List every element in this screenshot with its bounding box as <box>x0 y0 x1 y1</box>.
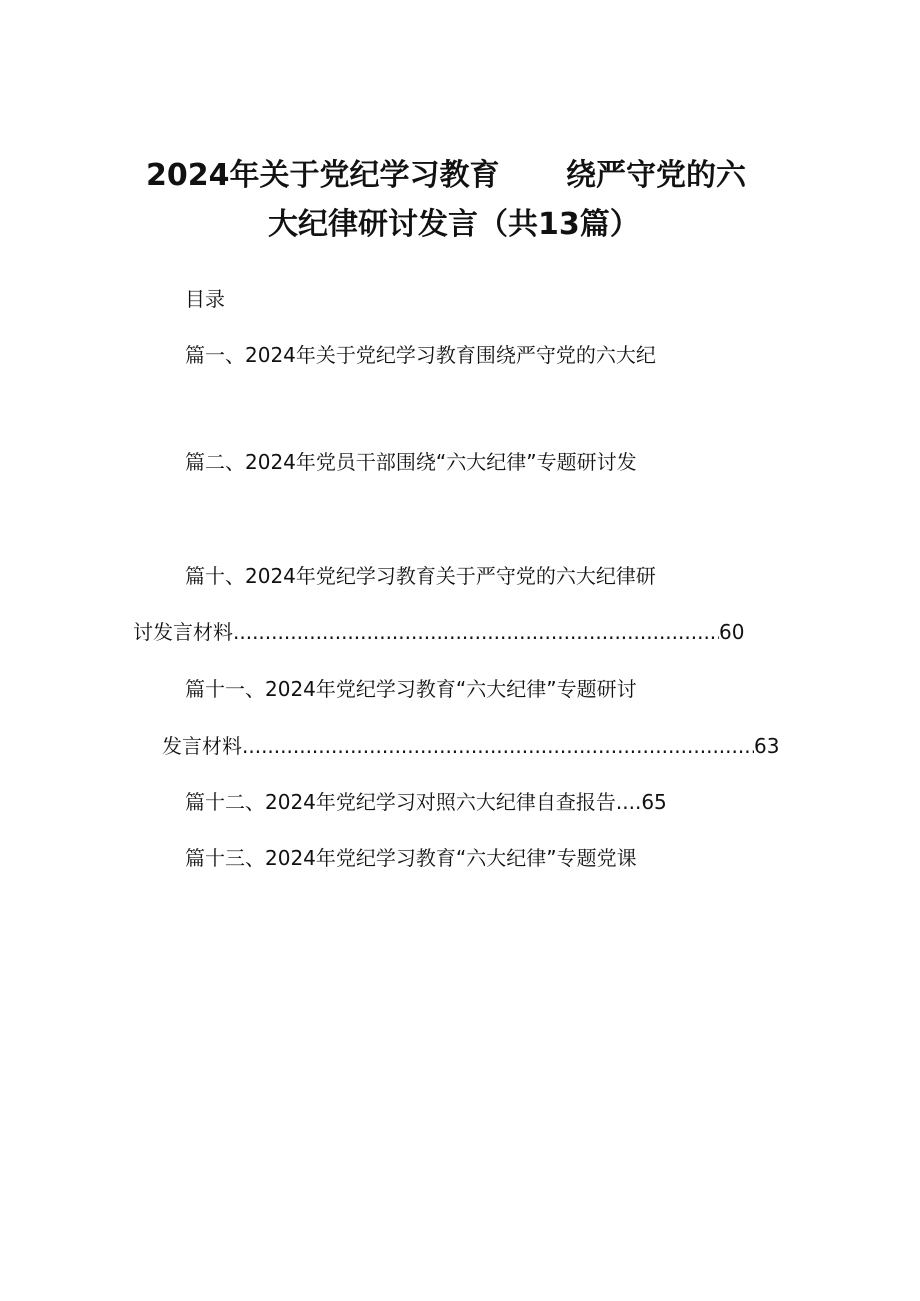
document-title-line1-part1: 2024年关于党纪学习教育 <box>146 158 500 193</box>
toc-entry-10-continuation-text: 讨发言材料 <box>133 620 233 644</box>
toc-entry-10[interactable]: 篇十、2024年党纪学习教育关于严守党的六大纪律研 <box>185 564 656 588</box>
toc-entry-13[interactable]: 篇十三、2024年党纪学习教育“六大纪律”专题党课 <box>185 846 637 870</box>
toc-entry-11[interactable]: 篇十一、2024年党纪学习教育“六大纪律”专题研讨 <box>185 677 637 701</box>
document-title-line1-part2: 绕严守党的六 <box>566 158 746 193</box>
toc-leader-dots <box>233 620 719 644</box>
toc-entry-10-continuation[interactable] <box>133 620 744 644</box>
toc-heading: 目录 <box>185 287 225 311</box>
document-title-line2: 大纪律研讨发言（共13篇） <box>268 207 640 242</box>
toc-entry-2[interactable]: 篇二、2024年党员干部围绕“六大纪律”专题研讨发 <box>185 450 637 474</box>
toc-entry-1[interactable]: 篇一、2024年关于党纪学习教育围绕严守党的六大纪 <box>185 343 656 367</box>
toc-leader-dots <box>242 734 754 758</box>
toc-entry-12-text: 篇十二、2024年党纪学习对照六大纪律自查报告.... <box>185 790 642 814</box>
toc-entry-12[interactable] <box>185 790 667 814</box>
toc-entry-12-page: 65 <box>641 790 667 814</box>
toc-entry-10-page: 60 <box>719 620 745 644</box>
toc-entry-11-continuation[interactable] <box>162 734 779 758</box>
toc-entry-11-page: 63 <box>754 734 780 758</box>
toc-entry-11-continuation-text: 发言材料 <box>162 734 242 758</box>
